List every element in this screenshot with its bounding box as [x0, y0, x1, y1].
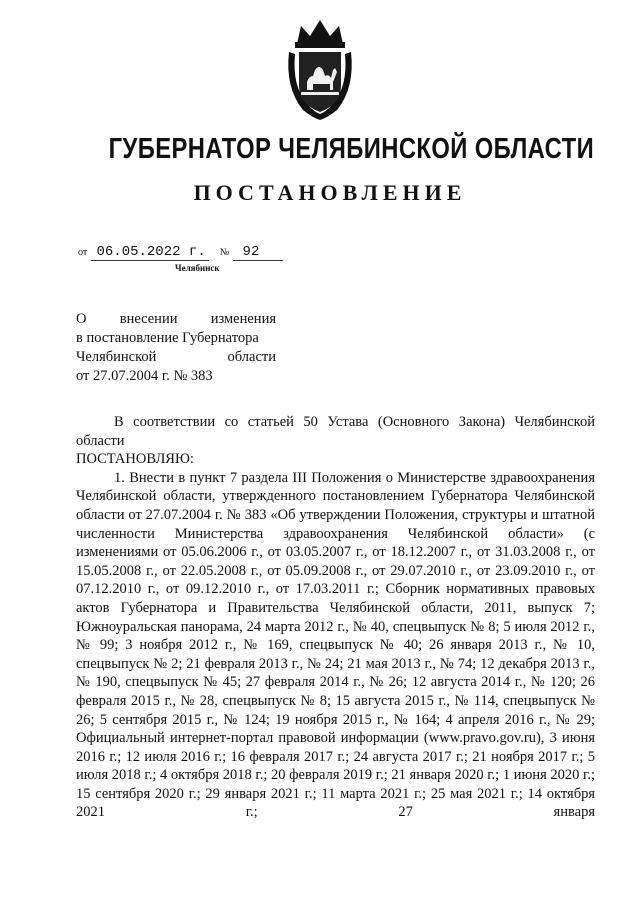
subject-line-3: Челябинской области [76, 349, 276, 365]
subject-line-4: от 27.07.2004 г. № 383 [76, 368, 213, 384]
document-type: ПОСТАНОВЛЕНИЕ [193, 180, 467, 205]
item-1-paragraph: 1. Внести в пункт 7 раздела III Положения о Министерстве здравоохранения Челябинской области, утвержденного постановлением Губернатора Челябинской области от 27.07.2004 г. № 383 «Об утверждении Положения, структуры и штатной численности Министерства здравоохранения Челябинской области» (с изменениями от 05.06.2006 г., от 03.05.2007 г., от 18.12.2007 г., от 31.03.2008 г., от 15.05.2008 г., от 22.05.2008 г., от 05.09.2008 г., от 29.07.2010 г., от 23.09.2010 г., от 07.12.2010 г., от 09.12.2010 г., от 17.03.2011 г.; Сборник нормативных правовых актов Губернатора и Правительства Челябинской области, 2011, выпуск 7; Южноуральская панорама, 24 марта 2012 г., № 40, спецвыпуск № 8; 5 июля 2012 г., № 99; 3 ноября 2012 г., № 169, спецвыпуск № 40; 26 января 2013 г., № 10, спецвыпуск № 2; 21 февраля 2013 г., № 24; 21 мая 2013 г., № 74; 12 декабря 2013 г., № 190, спецвыпуск № 45; 27 февраля 2014 г., № 26; 12 августа 2014 г., № 120; 26 февраля 2015 г., № 28, спецвыпуск № 8; 15 августа 2015 г., № 114, спецвыпуск № 26; 5 сентября 2015 г., № 124; 19 ноября 2015 г., № 164; 4 апреля 2016 г., № 29; Официальный интернет-портал правовой информации (www.pravo.gov.ru), 3 июня 2016 г.; 12 июля 2016 г.; 16 февраля 2017 г.; 24 августа 2017 г.; 21 ноября 2017 г.; 5 июля 2018 г.; 4 октября 2018 г.; 20 февраля 2019 г.; 21 января 2020 г.; 1 июня 2020 г.; 15 сентября 2020 г.; 29 января 2021 г.; 11 марта 2021 г.; 25 мая 2021 г.; 14 октября 2021 г.; 27 января [76, 469, 595, 821]
preamble-paragraph: В соответствии со статьей 50 Устава (Основного Закона) Челябинской области [76, 414, 595, 449]
number-label: № [219, 247, 230, 258]
document-body [76, 413, 595, 822]
document-date: 06.05.2022 г. [91, 244, 209, 261]
subject-line-2: в постановление Губернатора [76, 330, 259, 346]
decree-word: ПОСТАНОВЛЯЮ: [76, 451, 194, 468]
coat-of-arms-icon [283, 18, 357, 122]
document-number: 92 [233, 244, 283, 261]
subject-block [76, 310, 276, 386]
date-from-label: от [78, 247, 88, 258]
date-number-line [78, 243, 283, 261]
subject-line-1: О внесении изменения [76, 311, 276, 327]
issuer-title: ГУБЕРНАТОР ЧЕЛЯБИНСКОЙ ОБЛАСТИ [108, 133, 595, 165]
city-name: Челябинск [175, 263, 220, 273]
